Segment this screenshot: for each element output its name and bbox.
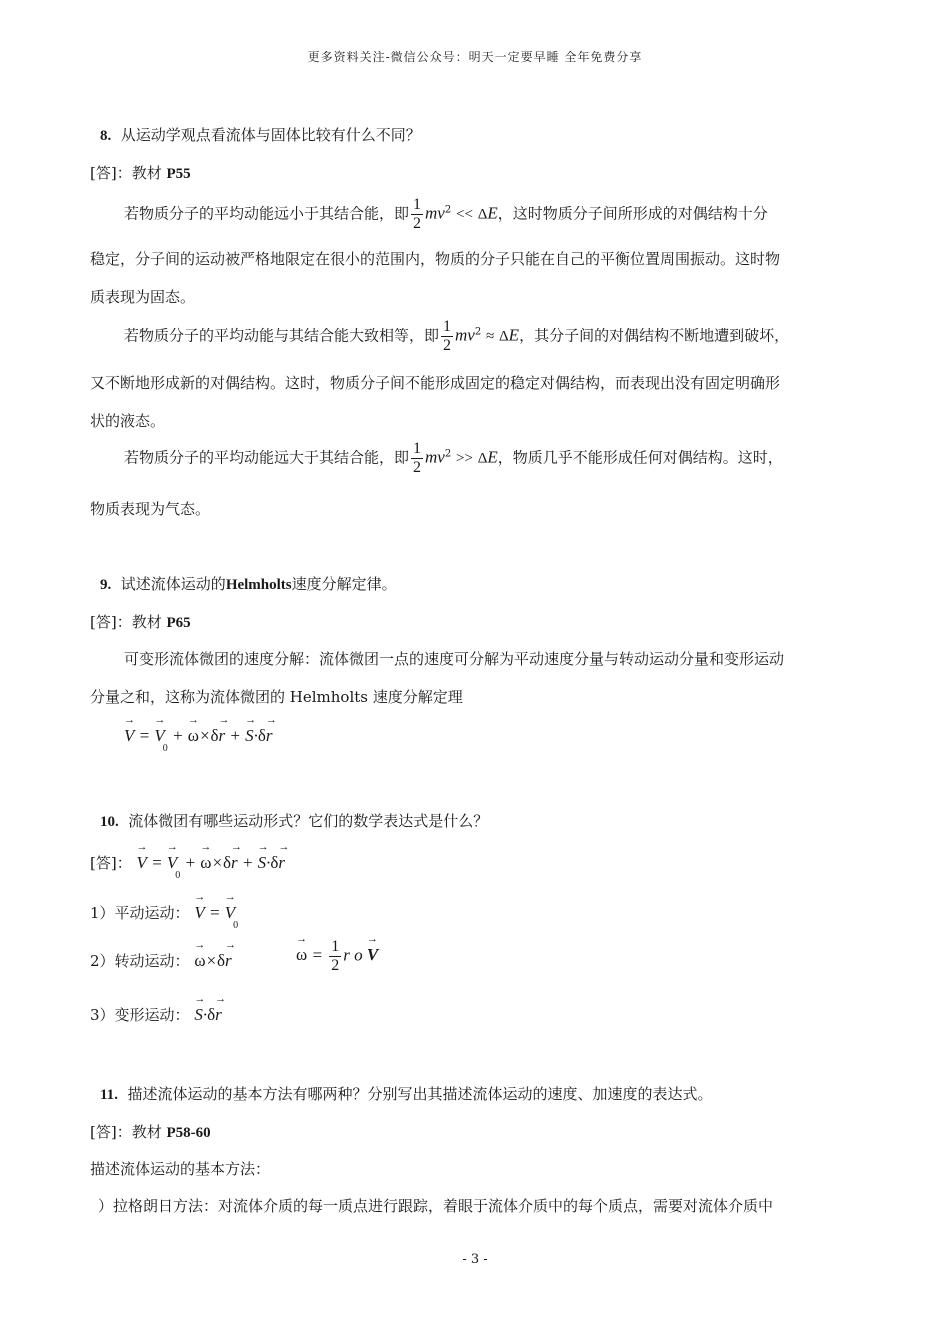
- helmholtz-formula: → V = → $V_0$ + → ω×δ→ r + → S·δ→ r: [124, 726, 272, 754]
- vorticity-formula: → ω = $\frac{1}{2}$ r o → V: [296, 938, 378, 975]
- q10-item-1: 1）平动运动： → V = → $V_0$: [90, 902, 238, 931]
- q8-paragraph-2-line-2: 又不断地形成新的对偶结构。这时，物质分子间不能形成固定的稳定对偶结构，而表现出没有固定明确形: [90, 374, 781, 392]
- q9-paragraph-line-2: 分量之和，这称为流体微团的 Helmholts 速度分解定理: [90, 688, 463, 706]
- answer-10: [答]： → V = → $V_0$ + → ω×δ→ r + → S·δ→ r: [90, 852, 285, 881]
- q8-paragraph-3-line-2: 物质表现为气态。: [90, 500, 211, 518]
- q8-paragraph-3-line-1: 若物质分子的平均动能远大于其结合能，即 $\frac{1}{2}$ $mv^2 >> \Delta E$，物质几乎不能形成任何对偶结构。这时，: [124, 440, 783, 476]
- answer-11-label: [答]：教材 P58-60: [90, 1123, 211, 1141]
- answer-label: [答]：教材: [90, 164, 162, 182]
- question-11: 11. 描述流体运动的基本方法有哪两种？分别写出其描述流体运动的速度、加速度的表达式。: [100, 1085, 713, 1103]
- formula-fraction: $\frac{1}{2}$: [413, 196, 422, 232]
- answer-8-label: [90, 162, 191, 183]
- question-10: 10. 流体微团有哪些运动形式？它们的数学表达式是什么？: [100, 812, 489, 830]
- answer-9-label: [答]：教材 P65: [90, 613, 191, 631]
- q8-paragraph-1-line-3: 质表现为固态。: [90, 288, 196, 306]
- q10-item-3: 3）变形运动： → S·δ→ r: [90, 1004, 222, 1025]
- q10-item-2: 2）转动运动： → ω×δ→ r: [90, 950, 232, 971]
- question-9: 9. 试述流体运动的Helmholts速度分解定律。: [100, 575, 397, 593]
- question-number: 8: [100, 128, 108, 144]
- question-title: 从运动学观点看流体与固体比较有什么不同？: [120, 126, 421, 144]
- q11-paragraph-line-1: 描述流体运动的基本方法：: [90, 1160, 271, 1178]
- question-8: 8. 从运动学观点看流体与固体比较有什么不同？: [100, 126, 421, 144]
- answer-ref: P55: [166, 166, 191, 182]
- q11-paragraph-line-2: ）拉格朗日方法：对流体介质的每一质点进行跟踪，着眼于流体介质中的每个质点，需要对流体介质中: [98, 1197, 774, 1215]
- q9-paragraph-line-1: 可变形流体微团的速度分解：流体微团一点的速度可分解为平动速度分量与转动运动分量和变形运动: [124, 650, 785, 668]
- page-number: - 3 -: [462, 1252, 488, 1267]
- q8-paragraph-1-line-1: 若物质分子的平均动能远小于其结合能，即 $\frac{1}{2}$ $mv^2 << \Delta E$，这时物质分子间所形成的对偶结构十分: [124, 196, 768, 232]
- q8-paragraph-2-line-3: 状的液态。: [90, 412, 166, 430]
- page-header: 更多资料关注-微信公众号：明天一定要早睡 全年免费分享: [307, 50, 643, 64]
- q8-paragraph-1-line-2: 稳定，分子间的运动被严格地限定在很小的范围内，物质的分子只能在自己的平衡位置周围振动。这时物: [90, 250, 781, 268]
- q8-paragraph-2-line-1: 若物质分子的平均动能与其结合能大致相等，即 $\frac{1}{2}$ $mv^2 \approx \Delta E$，其分子间的对偶结构不断地遭到破坏，: [124, 318, 790, 354]
